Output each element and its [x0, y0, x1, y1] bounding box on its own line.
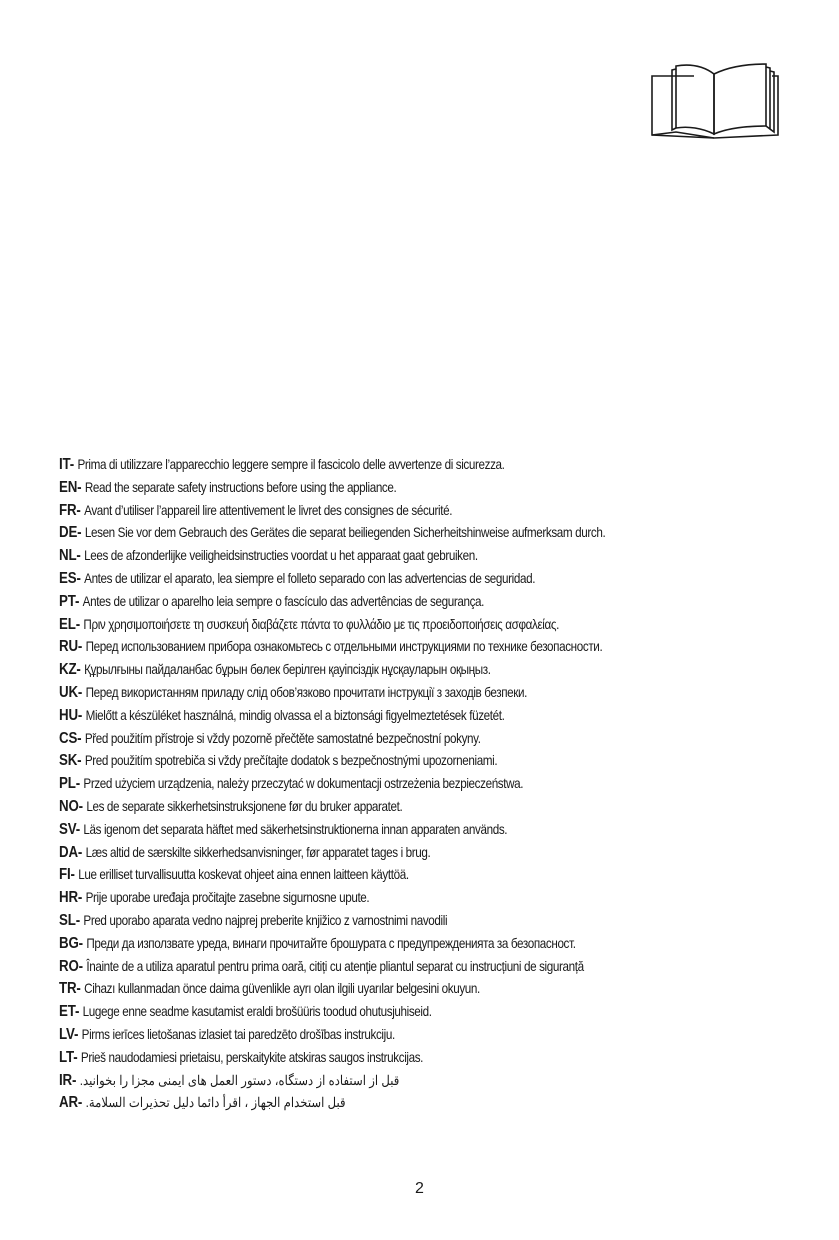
language-code: SL-	[59, 911, 80, 929]
language-code: NL-	[59, 547, 81, 565]
notice-line-nl	[59, 545, 713, 568]
notice-text: Antes de utilizar o aparelho leia sempre o fascículo das advertências de segurança.	[82, 593, 485, 609]
language-code: ET-	[59, 1003, 80, 1021]
notice-text: Înainte de a utiliza aparatul pentru prima oară, citiți cu atenție pliantul separat cu instrucțiuni de siguranță	[86, 958, 584, 974]
notice-line-fi	[59, 864, 713, 887]
notice-line-pl	[59, 773, 713, 796]
notice-text: Mielőtt a készüléket használná, mindig olvassa el a biztonsági figyelmeztetések füzetét.	[85, 707, 505, 723]
notice-text: Läs igenom det separata häftet med säkerhetsinstruktionerna innan apparaten används.	[83, 821, 508, 837]
notice-text: Lue erilliset turvallisuutta koskevat ohjeet aina ennen laitteen käyttöä.	[78, 867, 409, 883]
language-code: EL-	[59, 615, 80, 633]
language-code: FR-	[59, 501, 81, 519]
notice-line-no	[59, 796, 713, 819]
notice-text: Avant d’utiliser l’appareil lire attentivement le livret des consignes de sécurité.	[84, 502, 453, 518]
language-code: ES-	[59, 569, 81, 587]
notice-text: Πριν χρησιμοποιήσετε τη συσκευή διαβάζετε πάντα το φυλλάδιο με τις προειδοποιήσεις ασφαλείας.	[83, 616, 560, 632]
language-code: LV-	[59, 1025, 79, 1043]
notice-text: Antes de utilizar el aparato, lea siempre el folleto separado con las advertencias de seguridad.	[84, 570, 536, 586]
notice-text: Cihazı kullanmadan önce daima güvenlikle ayrı olan ilgili uyarılar belgesini okuyun.	[84, 981, 480, 997]
notice-line-ro	[59, 956, 713, 979]
notice-text: قبل استخدام الجهاز ، اقرأ دائما دليل تحذيرات السلامة.	[85, 1095, 346, 1111]
notice-text: Przed użyciem urządzenia, należy przeczytać w dokumentacji ostrzeżenia bezpieczeństwa.	[83, 776, 524, 792]
notice-line-hr	[59, 887, 713, 910]
language-code: FI-	[59, 866, 75, 884]
notice-text: Lees de afzonderlijke veiligheidsinstructies voordat u het apparaat gaat gebruiken.	[84, 548, 478, 564]
language-code: LT-	[59, 1048, 78, 1066]
page-number: 2	[415, 1180, 424, 1197]
language-code: IR-	[59, 1071, 77, 1089]
notice-line-fr	[59, 500, 713, 523]
notice-line-el	[59, 614, 713, 637]
notice-line-sl	[59, 910, 713, 933]
language-code: AR-	[59, 1094, 83, 1112]
language-code: SK-	[59, 752, 82, 770]
notice-line-ru	[59, 636, 713, 659]
language-code: NO-	[59, 797, 83, 815]
notice-text: Pirms ierīces lietošanas izlasiet tai paredzēto drošības instrukciju.	[81, 1026, 395, 1042]
language-code: CS-	[59, 729, 82, 747]
notice-text: Prije uporabe uređaja pročitajte zasebne sigurnosne upute.	[85, 890, 370, 906]
language-code: IT-	[59, 456, 75, 473]
notice-text: Prieš naudodamiesi prietaisu, perskaitykite atskiras saugos instrukcijas.	[80, 1049, 424, 1065]
notice-line-de	[59, 522, 713, 545]
notice-line-it	[59, 454, 713, 477]
notice-line-bg	[59, 933, 713, 956]
notice-line-cs	[59, 728, 713, 751]
notice-line-sk	[59, 750, 713, 773]
language-code: RO-	[59, 957, 83, 975]
language-code: TR-	[59, 980, 81, 998]
language-code: PT-	[59, 592, 80, 610]
notice-text: Lesen Sie vor dem Gebrauch des Gerätes die separat beiliegenden Sicherheitshinweise aufmerksam durch.	[84, 525, 606, 541]
notice-text: Перед використанням приладу слід обов’язково прочитати інструкції з заходів безпеки.	[85, 684, 528, 700]
language-code: UK-	[59, 683, 83, 701]
notice-text: Перед использованием прибора ознакомьтесь с отдельными инструкциями по технике безопасности.	[85, 639, 603, 655]
language-code: PL-	[59, 775, 80, 793]
notice-line-et	[59, 1001, 713, 1024]
notice-text: Les de separate sikkerhetsinstruksjonene før du bruker apparatet.	[86, 798, 403, 814]
notice-line-es	[59, 568, 713, 591]
notice-text: Pred použitím spotrebiča si vždy prečítajte dodatok s bezpečnostnými upozorneniami.	[84, 753, 498, 769]
notice-text: قبل از استفاده از دستگاه، دستور العمل های ایمنی مجزا را بخوانید.	[79, 1072, 400, 1088]
language-code: DA-	[59, 843, 83, 861]
open-book-icon	[650, 62, 780, 140]
notice-line-da	[59, 842, 713, 865]
notice-line-uk	[59, 682, 713, 705]
notice-line-kz	[59, 659, 713, 682]
notice-line-lv	[59, 1024, 713, 1047]
language-code: EN-	[59, 478, 82, 496]
notice-text: Құрылғыны пайдаланбас бұрын бөлек берілген қауіпсіздік нұсқауларын оқыңыз.	[84, 662, 491, 678]
notice-line-tr	[59, 978, 713, 1001]
notice-line-pt	[59, 591, 713, 614]
notice-text: Před použitím přístroje si vždy pozorně přečtěte samostatné bezpečnostní pokyny.	[84, 730, 481, 746]
notice-line-ir	[59, 1070, 713, 1093]
notice-text: Prima di utilizzare l’apparecchio leggere sempre il fascicolo delle avvertenze di sicurezza.	[77, 457, 505, 472]
notice-line-lt	[59, 1047, 713, 1070]
notice-text: Læs altid de særskilte sikkerhedsanvisninger, før apparatet tages i brug.	[85, 844, 431, 860]
language-code: HU-	[59, 706, 83, 724]
language-code: DE-	[59, 524, 82, 542]
language-code: BG-	[59, 934, 83, 952]
language-code: HR-	[59, 889, 83, 907]
language-code: KZ-	[59, 661, 81, 679]
notice-line-ar	[59, 1092, 713, 1115]
language-code: RU-	[59, 638, 83, 656]
safety-notice-list	[59, 454, 819, 1115]
notice-line-sv	[59, 819, 713, 842]
notice-line-en	[59, 477, 713, 500]
notice-text: Read the separate safety instructions before using the appliance.	[84, 479, 397, 495]
language-code: SV-	[59, 820, 80, 838]
notice-line-hu	[59, 705, 713, 728]
notice-text: Преди да използвате уреда, винаги прочитайте брошурата с предупрежденията за безопасност.	[86, 935, 576, 951]
notice-text: Lugege enne seadme kasutamist eraldi brošüüris toodud ohutusjuhiseid.	[82, 1004, 432, 1020]
notice-text: Pred uporabo aparata vedno najprej preberite knjižico z varnostnimi navodili	[83, 912, 448, 928]
